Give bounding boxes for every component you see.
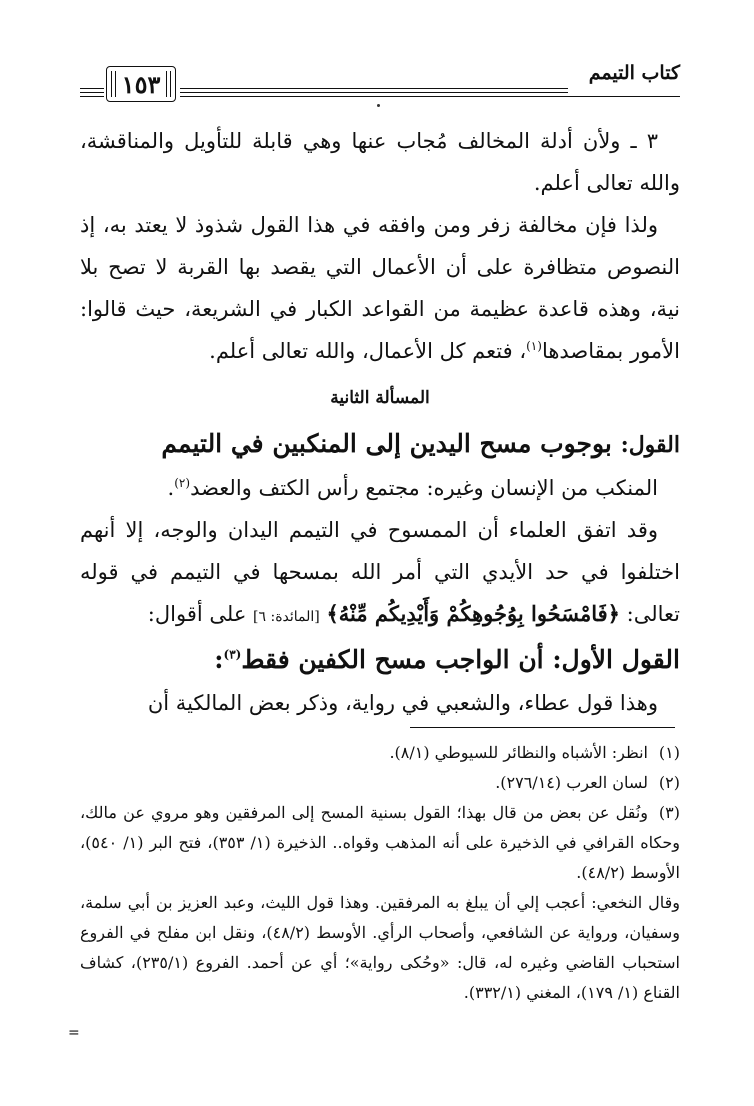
footnote-3-continuation: وقال النخعي: أعجب إلي أن يبلغ به المرفقين. وهذا قول الليث، وعبد العزيز بن أبي سلمة، وسفيان، ورواية عن الشافعي، وأصحاب الرأي. الأوسط (٤٨/٢)، ونقل ابن مفلح في الفروع استحباب القاضي وغيره له، قال: «وحُكى رواية»؛ أي عن أحمد. الفروع (٢٣٥/١)، كشاف القناع (١/ ١٧٩)، المغني (٣٣٢/١). [80, 893, 681, 1002]
quran-verse: ﴿فَامْسَحُوا بِوُجُوهِكُمْ وَأَيْدِيكُم مِّنْهُ﴾ [326, 601, 620, 626]
header-rule-top [180, 88, 568, 89]
heading-label: القول: [620, 432, 680, 458]
paragraph-4 [80, 509, 680, 638]
paragraph-4-end: على أقوال: [147, 602, 247, 626]
paragraph-3-text: المنكب من الإنسان وغيره: مجتمع رأس الكتف والعضد [190, 476, 658, 500]
margin-mark: = [68, 1025, 80, 1041]
footnote-1 [80, 738, 680, 768]
paragraph-2 [80, 204, 680, 372]
footnote-3-text: ونُقل عن بعض من قال بهذا؛ القول بسنية المسح إلى المرفقين وهو مروي عن مالك، وحكاه القرافي في الذخيرة على أنه المذهب وقواه.. الذخيرة (١/ ٣٥٣)، فتح البر (١/ ٥٤٠)، الأوسط (٤٨/٢). [80, 803, 681, 882]
paragraph-3-end: . [167, 476, 175, 500]
footnote-2-text: لسان العرب (٢٧٦/١٤). [495, 773, 648, 792]
first-opinion-colon: : [214, 645, 224, 674]
footnote-ref-3[interactable]: (٣) [223, 647, 242, 662]
footnote-3-number: (٣) [658, 803, 680, 822]
paragraph-1: ٣ ـ ولأن أدلة المخالف مُجاب عنها وهي قابلة للتأويل والمناقشة، والله تعالى أعلم. [80, 129, 680, 195]
footnote-ref-2[interactable]: (٢) [174, 476, 191, 490]
first-opinion-text: القول الأول: أن الواجب مسح الكفين فقط [241, 645, 680, 674]
heading-first-opinion [80, 638, 680, 682]
paragraph-3 [80, 467, 680, 509]
main-text [80, 120, 680, 724]
paragraph-2-text: ولذا فإن مخالفة زفر ومن وافقه في هذا القول شذوذ لا يعتد به، إذ النصوص متظافرة على أن الأعمال التي يقصد بها القربة لا تصح بلا نية، وهذه قاعدة عظيمة من القواعد الكبار في الشريعة، حيث قالوا: الأمور بمقاصدها [80, 213, 680, 363]
footnotes [80, 738, 680, 1008]
header-rule-bottom [180, 96, 680, 97]
page-header [80, 58, 680, 108]
header-rule-mid [180, 92, 568, 93]
paragraph-4-text: وقد اتفق العلماء أن الممسوح في التيمم اليدان والوجه، إلا أنهم اختلفوا في حد الأيدي التي أمر الله بمسحها في التيمم في قوله تعالى: [80, 518, 680, 626]
running-title: كتاب التيمم [588, 62, 680, 84]
ornament-dot [377, 104, 380, 107]
footnote-1-text: انظر: الأشباه والنظائر للسيوطي (٨/١). [389, 743, 648, 762]
footnote-2-number: (٢) [658, 773, 680, 792]
paragraph-2-end: ، فتعم كل الأعمال، والله تعالى أعلم. [209, 339, 527, 363]
paragraph-5: وهذا قول عطاء، والشعبي في رواية، وذكر بعض المالكية أن [147, 691, 658, 715]
footnote-2 [80, 768, 680, 798]
header-rule-left-mid [80, 92, 104, 93]
page-number-frame [106, 66, 176, 102]
section-title: المسألة الثانية [330, 388, 430, 408]
footnote-ref-1[interactable]: (١) [526, 339, 542, 353]
header-rule-left-bottom [80, 96, 104, 97]
verse-reference: [المائدة: ٦] [253, 609, 320, 625]
page-number: ١٥٣ [121, 69, 161, 99]
footnote-1-number: (١) [658, 743, 680, 762]
heading-text: بوجوب مسح اليدين إلى المنكبين في التيمم [161, 429, 612, 458]
footnote-3 [80, 798, 680, 888]
header-rule-left-top [80, 88, 104, 89]
footnote-separator [410, 727, 675, 728]
heading-main [80, 422, 680, 467]
